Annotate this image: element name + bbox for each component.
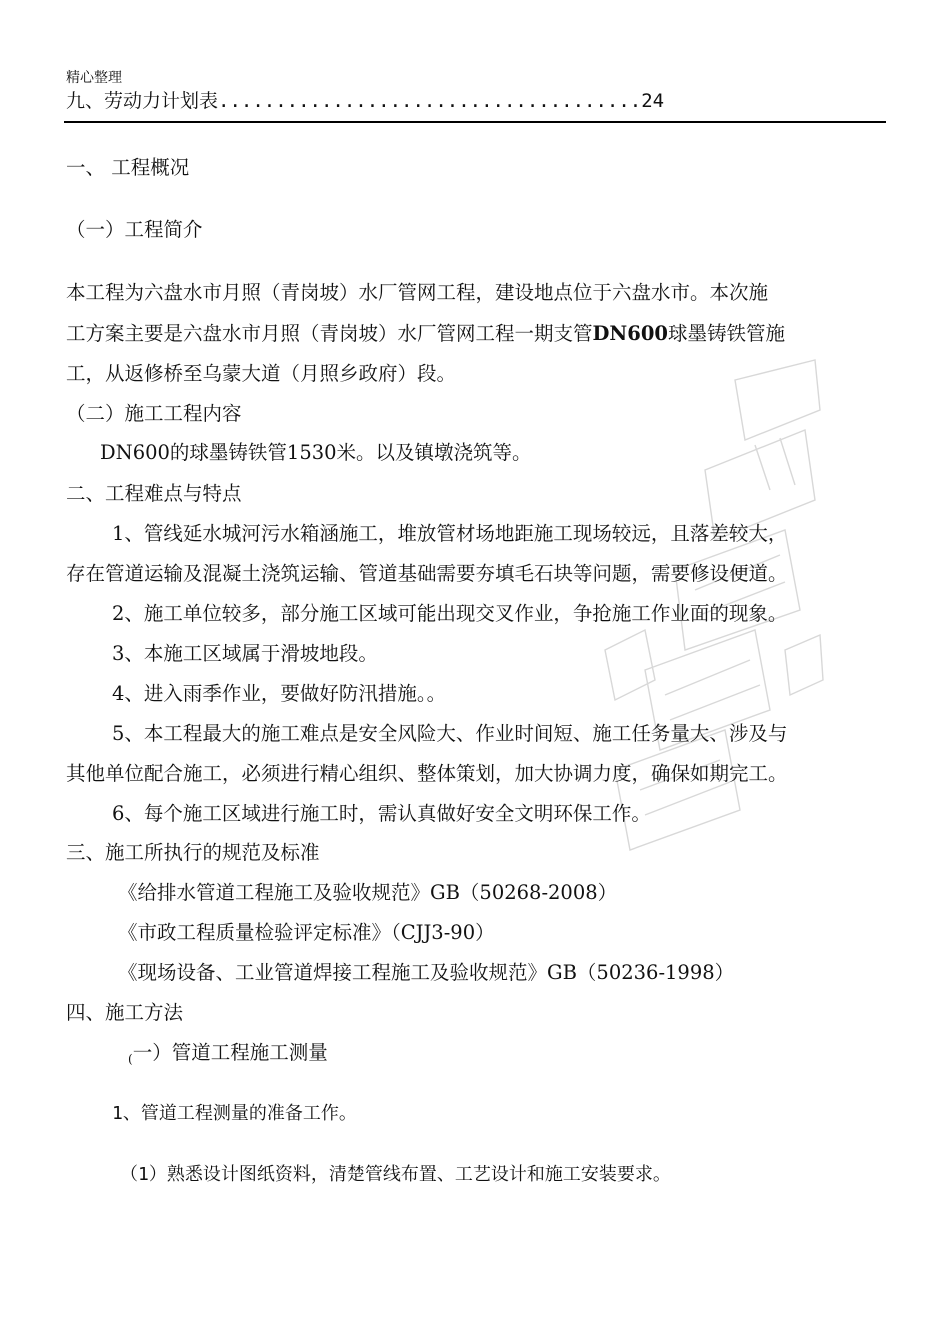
difficulty-6: 6、每个施工区域进行施工时，需认真做好安全文明环保工作。 [112,802,651,825]
header-label: 精心整理 [66,70,122,86]
section-4-title: 四、施工方法 [66,1001,184,1024]
section-3-title: 三、施工所执行的规范及标准 [66,841,320,864]
method-1-item-1: （1）熟悉设计图纸资料，清楚管线布置、工艺设计和施工安装要求。 [120,1164,671,1185]
section-1-title: 一、 工程概况 [66,156,190,179]
paragraph-2: DN600的球墨铸铁管1530米。以及镇墩浇筑等。 [100,441,532,464]
method-1: 1、管道工程测量的准备工作。 [112,1103,357,1124]
pipe-diameter-bold: DN600 [592,322,668,345]
section-4-subtitle-1-text: 一）管道工程施工测量 [132,1041,328,1064]
section-1-subtitle-1: （一）工程简介 [66,218,203,241]
difficulty-1-line-1: 1、管线延水城河污水箱涵施工，堆放管材场地距施工现场较远，且落差较大， [112,522,788,545]
section-4-subtitle-1 [128,1037,328,1066]
section-2-title: 二、工程难点与特点 [66,482,242,505]
difficulty-5-line-2: 其他单位配合施工，必须进行精心组织、整体策划，加大协调力度，确保如期完工。 [66,762,788,785]
header-rule [64,121,886,123]
difficulty-1-line-2: 存在管道运输及混凝土浇筑运输、管道基础需要夯填毛石块等问题，需要修设便道。 [66,562,788,585]
difficulty-5-line-1: 5、本工程最大的施工难点是安全风险大、作业时间短、施工任务量大、涉及与 [112,722,788,745]
paragraph-1-line-3: 工，从返修桥至乌蒙大道（月照乡政府）段。 [66,362,457,385]
paragraph-1-line-2 [66,318,785,346]
difficulty-3: 3、本施工区域属于滑坡地段。 [112,642,378,665]
paragraph-1-line-1: 本工程为六盘水市月照（青岗坡）水厂管网工程，建设地点位于六盘水市。本次施 [66,281,769,304]
section-1-subtitle-2: （二）施工工程内容 [66,402,242,425]
paragraph-1-line-2-text-c: 球墨铸铁管施 [667,322,785,345]
small-paren: ( [128,1052,133,1066]
standard-1: 《给排水管道工程施工及验收规范》GB（50268-2008） [118,881,618,904]
difficulty-2: 2、施工单位较多，部分施工区域可能出现交叉作业，争抢施工作业面的现象。 [112,602,788,625]
toc-entry: 九、劳动力计划表.....................................24 [66,90,665,112]
standard-3: 《现场设备、工业管道焊接工程施工及验收规范》GB（50236-1998） [118,961,735,984]
difficulty-4: 4、进入雨季作业，要做好防汛措施。。 [112,682,447,705]
paragraph-1-line-2-text-a: 工方案主要是六盘水市月照（青岗坡）水厂管网工程一期支管 [66,322,593,345]
standard-2: 《市政工程质量检验评定标准》（CJJ3-90） [118,921,495,944]
